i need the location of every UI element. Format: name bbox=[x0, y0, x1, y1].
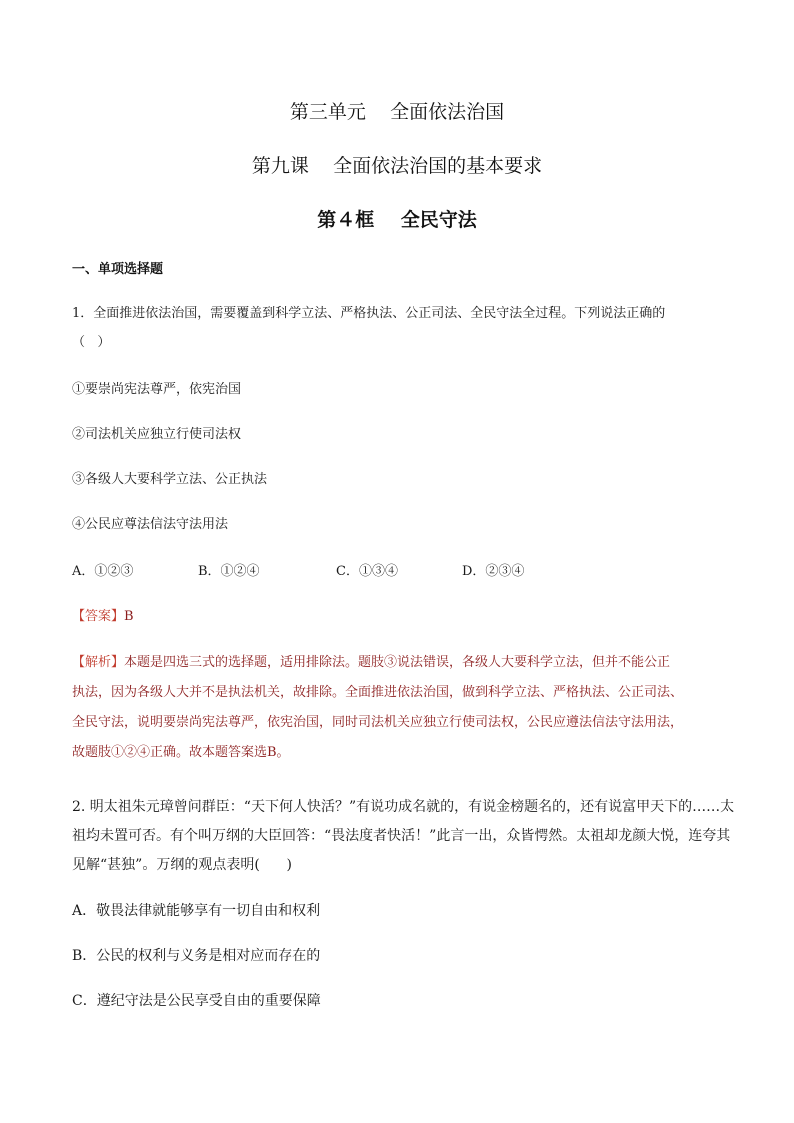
q1-analysis-line3: 全民守法，说明要崇尚宪法尊严，依宪治国，同时司法机关应独立行使司法权，公民应遵法信法守法用法， bbox=[72, 715, 684, 730]
q1-stem-line2: （ ） bbox=[72, 335, 111, 350]
frame-title: 第４框 全民守法 bbox=[317, 209, 477, 231]
q1-analysis-line4: 故题肢①②④正确。故本题答案选B。 bbox=[72, 745, 290, 760]
section-heading: 一、单项选择题 bbox=[72, 262, 164, 277]
q1-analysis-line1 bbox=[72, 653, 670, 673]
q1-option-a: A．①②③ bbox=[72, 564, 134, 579]
q2-stem-line2: 祖均未置可否。有个叫万纲的大臣回答：“畏法度者快活！”此言一出，众皆愕然。太祖却龙颜大悦，连夸其 bbox=[72, 828, 731, 844]
q1-option-d: D．②③④ bbox=[462, 564, 525, 579]
q2-option-a: A．敬畏法律就能够享有一切自由和权利 bbox=[72, 903, 321, 919]
answer-value: B bbox=[124, 609, 134, 624]
q1-statement-2: ②司法机关应独立行使司法权 bbox=[72, 427, 242, 442]
q1-stem-line1: 1．全面推进依法治国，需要覆盖到科学立法、严格执法、公正司法、全民守法全过程。下列说法正确的 bbox=[72, 306, 666, 321]
q1-statement-4: ④公民应尊法信法守法用法 bbox=[72, 517, 229, 532]
q1-statement-3: ③各级人大要科学立法、公正执法 bbox=[72, 472, 268, 487]
analysis-tag: 【解析】 bbox=[72, 655, 125, 670]
q1-answer bbox=[72, 607, 134, 627]
unit-title: 第三单元 全面依法治国 bbox=[289, 101, 505, 123]
q1-statement-1: ①要崇尚宪法尊严，依宪治国 bbox=[72, 382, 242, 397]
q1-option-c: C．①③④ bbox=[336, 564, 398, 579]
answer-tag: 【答案】 bbox=[72, 609, 125, 624]
q1-option-b: B．①②④ bbox=[198, 564, 260, 579]
q2-stem-line3: 见解“甚独”。万纲的观点表明( ) bbox=[72, 857, 292, 873]
q2-option-c: C．遵纪守法是公民享受自由的重要保障 bbox=[72, 993, 321, 1009]
q2-stem-line1: 2. 明太祖朱元璋曾问群臣：“天下何人快活？”有说功成名就的，有说金榜题名的，还有说富甲天下的……太 bbox=[72, 799, 735, 815]
q1-analysis-line2: 执法，因为各级人大并不是执法机关，故排除。全面推进依法治国，做到科学立法、严格执法、公正司法、 bbox=[72, 685, 684, 700]
analysis-text-1: 本题是四选三式的选择题，适用排除法。题肢③说法错误，各级人大要科学立法，但并不能公正 bbox=[124, 655, 671, 670]
q2-option-b: B．公民的权利与义务是相对应而存在的 bbox=[72, 948, 321, 964]
lesson-title: 第九课 全面依法治国的基本要求 bbox=[251, 155, 543, 177]
